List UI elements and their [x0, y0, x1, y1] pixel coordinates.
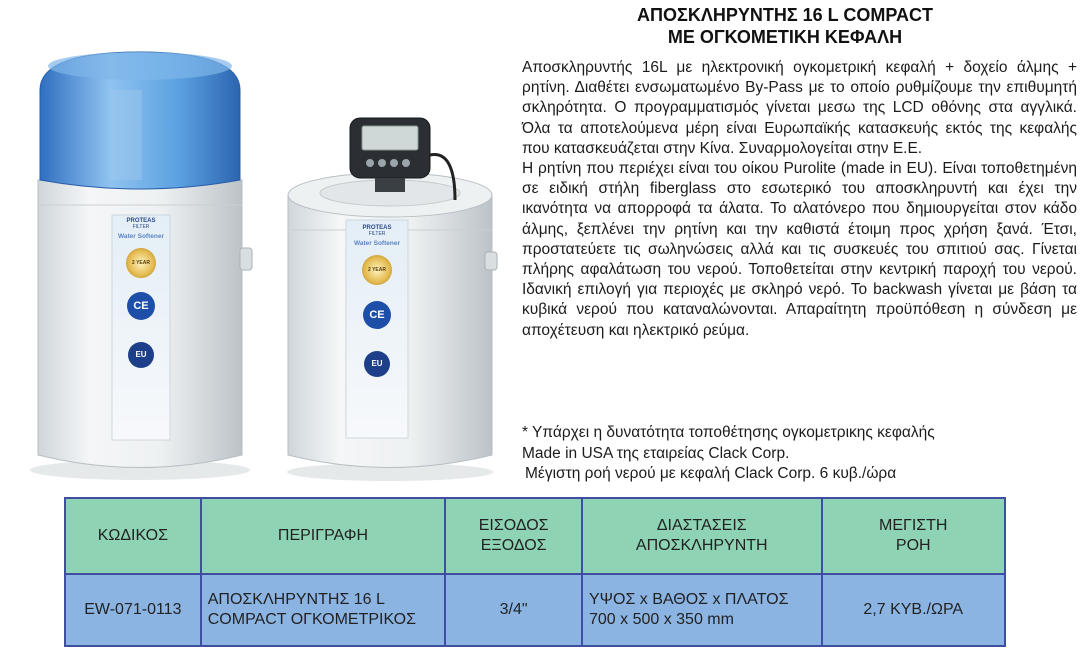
- description-paragraph-1: Αποσκληρυντής 16L με ηλεκτρονική ογκομετρική κεφαλή + δοχείο άλμης + ρητίνη. Διαθέτει ενσωματωμένο By-Pass με το οποίο ρυθμίζουμε την επιθυμητή σκληρότητα. Ο προγραμματισμός γίνεται μεσω της LCD οθόνης στα αγγλικά. Όλα τα αποτελούμενα μέρη είναι Ευρωπαϊκής κατασκευής εκτός της κεφαλής που κατασκευάζεται στην Κίνα. Συναρμολογείται στην Ε.Ε.: [522, 59, 1077, 157]
- cell-code-text: EW-071-0113: [84, 601, 182, 618]
- footnote-line-1: * Υπάρχει η δυνατότητα τοποθέτησης ογκομετρικης κεφαλής: [522, 424, 935, 441]
- header-io-line-1: ΕΙΣΟΔΟΣ: [478, 517, 549, 534]
- product-description: [522, 58, 1077, 341]
- cell-code: [65, 574, 201, 646]
- header-code-text: ΚΩΔΙΚΟΣ: [97, 527, 168, 544]
- header-dims-line-1: ΔΙΑΣΤΑΣΕΙΣ: [656, 517, 747, 534]
- ce-badge-2: [363, 301, 391, 329]
- table-header-row: [65, 498, 1005, 574]
- table-row: [65, 574, 1005, 646]
- header-description: [201, 498, 446, 574]
- eu-badge: [128, 342, 154, 368]
- title-line-1: ΑΠΟΣΚΛΗΡΥΝΤΗΣ 16 L COMPACT: [637, 5, 933, 25]
- title-line-2: ΜΕ ΟΓΚΟΜΕΤΙΚΗ ΚΕΦΑΛΗ: [667, 27, 903, 47]
- ce-text-2: CE: [369, 309, 385, 321]
- header-flow: [822, 498, 1006, 574]
- softener-label: [346, 225, 408, 377]
- page-title: [500, 4, 1070, 48]
- description-paragraph-2: Η ρητίνη που περιέχει είναι του οίκου Purolite (made in EU). Είναι τοποθετημένη σε ειδική στήλη fiberglass στο εσωτερικό του αποσκληρυντή και έχει την ικανότητα να απορροφά τα άλατα. Το αλατόνερο που δημιουργείται στον κάδο άλμης, ξεπλένει την ρητίνη και την καθιστά έτοιμη προς χρήση ξανά. Έτσι, προστατεύετε τις σωληνώσεις αλλά και τις συσκευές του σπιτιού σας. Γίνεται πλήρης αφαλάτωση του νερού. Τοποθετείται στην κεντρική παροχή του νερού. Ιδανική επιλογή για περιοχές με σκληρό νερό. Το backwash γίνεται με βάση τα κυβικά νερού που καταναλώνονται. Απαραίτητη προϋπόθεση η σύνδεση με αποχέτευση και ηλεκτρικό ρεύμα.: [522, 160, 1077, 339]
- header-io-line-2: ΕΞΟΔΟΣ: [480, 537, 547, 554]
- spec-table: [64, 497, 1006, 647]
- product-name-2: Water Softener: [354, 240, 400, 247]
- cell-flow: [822, 574, 1006, 646]
- cell-desc-line-1: ΑΠΟΣΚΛΗΡΥΝΤΗΣ 16 L: [207, 591, 385, 608]
- header-dims-line-2: ΑΠΟΣΚΛΗΡΥΝΤΗ: [635, 537, 768, 554]
- cell-io-text: 3/4": [499, 601, 528, 618]
- brand-name-2: PROTEAS: [362, 225, 392, 231]
- cell-io: [445, 574, 582, 646]
- product-photo: [0, 30, 515, 490]
- header-flow-line-2: ΡΟΗ: [895, 537, 931, 554]
- brand-name: PROTEAS: [126, 218, 156, 224]
- header-flow-line-1: ΜΕΓΙΣΤΗ: [879, 517, 948, 534]
- footnote-line-2: Made in USA της εταιρείας Clack Corp.: [522, 444, 790, 462]
- eu-text: EU: [135, 350, 147, 359]
- ce-badge: [127, 292, 155, 320]
- ce-text: CE: [133, 300, 149, 312]
- cell-description: [201, 574, 446, 646]
- header-code: [65, 498, 201, 574]
- cell-dims-line-2: 700 x 500 x 350 mm: [588, 611, 734, 628]
- header-io: [445, 498, 582, 574]
- eu-badge-2: [364, 351, 390, 377]
- cell-dimensions: [582, 574, 822, 646]
- brine-tank-label: [112, 218, 170, 368]
- header-description-text: ΠΕΡΙΓΡΑΦΗ: [277, 527, 369, 544]
- brand-sub-2: FILTER: [368, 231, 386, 237]
- warranty-badge-2: [362, 255, 392, 285]
- warranty-text-2: 2 YEAR: [368, 267, 386, 273]
- footnote-line-3: Μέγιστη ροή νερού με κεφαλή Clack Corp. 6 κυβ./ώρα: [525, 465, 897, 482]
- cell-desc-line-2: COMPACT ΟΓΚΟΜΕΤΡΙΚΟΣ: [207, 611, 416, 628]
- eu-text-2: EU: [371, 359, 383, 368]
- product-name: Water Softener: [118, 233, 164, 240]
- warranty-text: 2 YEAR: [132, 260, 150, 266]
- footnote: [522, 423, 1082, 485]
- brand-sub: FILTER: [132, 224, 150, 230]
- cell-dims-line-1: ΥΨΟΣ x ΒΑΘΟΣ x ΠΛΑΤΟΣ: [588, 591, 789, 608]
- warranty-badge: [126, 248, 156, 278]
- cell-flow-text: 2,7 ΚΥΒ./ΩΡΑ: [863, 601, 964, 618]
- header-dimensions: [582, 498, 822, 574]
